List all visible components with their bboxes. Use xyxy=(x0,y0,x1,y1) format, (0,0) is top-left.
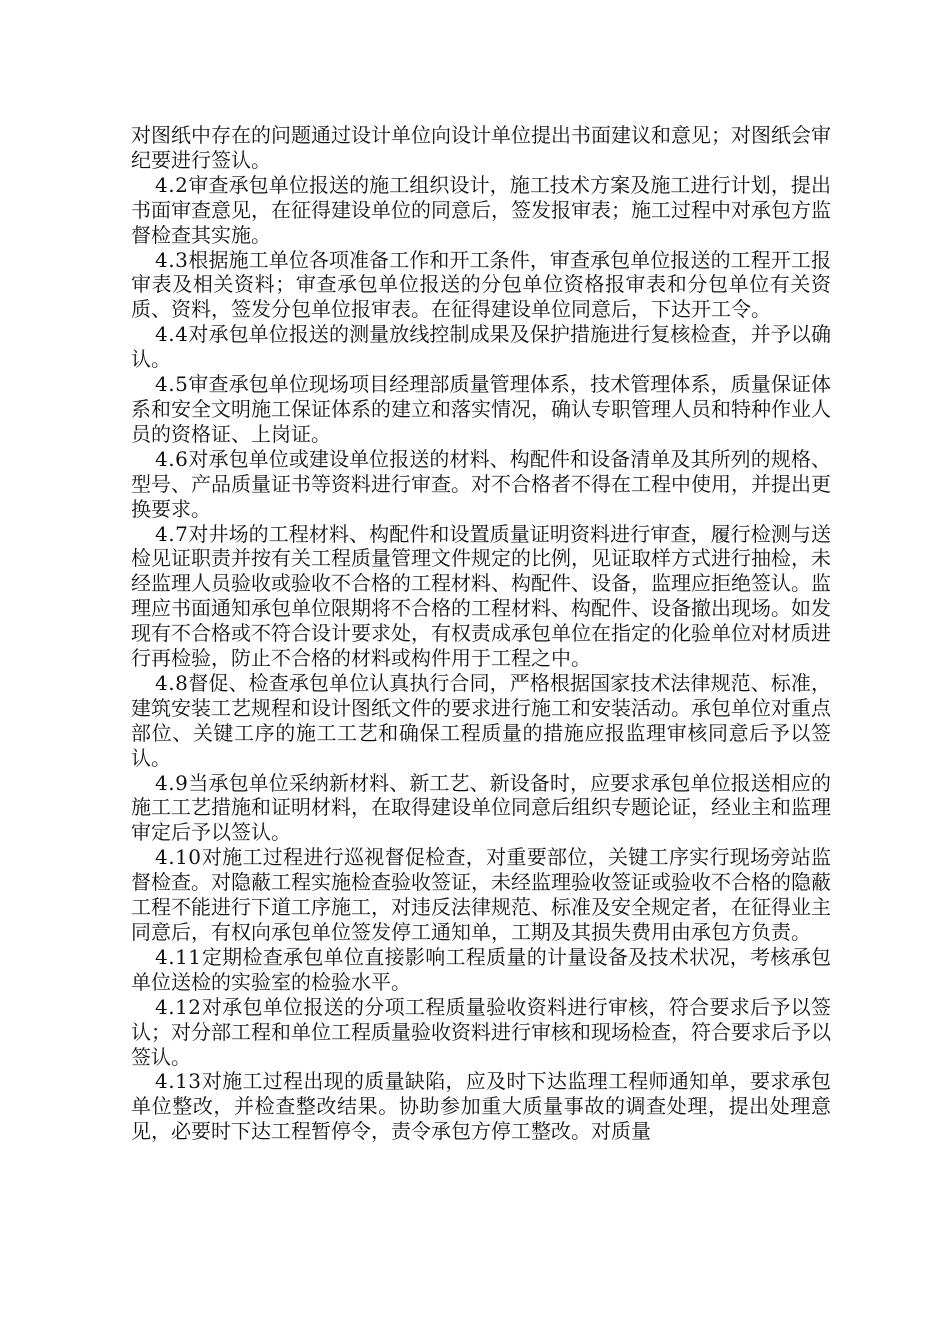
paragraph-number: 4.2 xyxy=(155,172,189,197)
paragraph-4-13 xyxy=(131,1069,831,1144)
paragraph-number: 4.11 xyxy=(155,944,202,969)
paragraph-4-3 xyxy=(131,248,831,323)
paragraph-4-7 xyxy=(131,522,831,671)
paragraph-number: 4.3 xyxy=(155,247,189,272)
paragraph-4-10 xyxy=(131,845,831,945)
paragraph-4-6 xyxy=(131,447,831,522)
paragraph-continuation xyxy=(131,123,831,173)
paragraph-text: 对图纸中存在的问题通过设计单位向设计单位提出书面建议和意见；对图纸会审纪要进行签认。 xyxy=(131,123,831,172)
document-body xyxy=(131,123,831,1144)
paragraph-number: 4.6 xyxy=(155,446,189,471)
paragraph-4-11 xyxy=(131,945,831,995)
paragraph-text: 审查承包单位报送的施工组织设计，施工技术方案及施工进行计划，提出书面审查意见，在征得建设单位的同意后，签发报审表；施工过程中对承包方监督检查其实施。 xyxy=(131,172,831,247)
paragraph-4-8 xyxy=(131,671,831,771)
paragraph-text: 对承包单位报送的分项工程质量验收资料进行审核，符合要求后予以签认；对分部工程和单位工程质量验收资料进行审核和现场检查，符合要求后予以签认。 xyxy=(131,994,831,1069)
paragraph-text: 对承包单位报送的测量放线控制成果及保护措施进行复核检查，并予以确认。 xyxy=(131,322,831,372)
paragraph-number: 4.9 xyxy=(155,770,189,795)
paragraph-number: 4.4 xyxy=(155,322,189,347)
paragraph-text: 对施工过程出现的质量缺陷，应及时下达监理工程师通知单，要求承包单位整改，并检查整改结果。协助参加重大质量事故的调查处理，提出处理意见，必要时下达工程暂停令，责令承包方停工整改。对质量 xyxy=(131,1069,831,1144)
paragraph-4-12 xyxy=(131,995,831,1070)
paragraph-text: 定期检查承包单位直接影响工程质量的计量设备及技术状况，考核承包单位送检的实验室的检验水平。 xyxy=(131,944,831,994)
paragraph-number: 4.5 xyxy=(155,372,189,397)
paragraph-4-9 xyxy=(131,771,831,846)
paragraph-text: 根据施工单位各项准备工作和开工条件，审查承包单位报送的工程开工报审表及相关资料；审查承包单位报送的分包单位资格报审表和分包单位有关资质、资料，签发分包单位报审表。在征得建设单位同意后，下达开工令。 xyxy=(131,247,831,322)
paragraph-number: 4.13 xyxy=(155,1069,202,1094)
paragraph-4-4 xyxy=(131,322,831,372)
paragraph-number: 4.8 xyxy=(155,670,189,695)
paragraph-number: 4.7 xyxy=(155,521,189,546)
paragraph-number: 4.12 xyxy=(155,994,202,1019)
paragraph-4-5 xyxy=(131,372,831,447)
paragraph-number: 4.10 xyxy=(155,845,202,870)
paragraph-text: 对承包单位或建设单位报送的材料、构配件和设备清单及其所列的规格、型号、产品质量证书等资料进行审查。对不合格者不得在工程中使用，并提出更换要求。 xyxy=(131,446,831,521)
paragraph-text: 督促、检查承包单位认真执行合同，严格根据国家技术法律规范、标准，建筑安装工艺规程和设计图纸文件的要求进行施工和安装活动。承包单位对重点部位、关键工序的施工工艺和确保工程质量的措施应报监理审核同意后予以签认。 xyxy=(131,670,831,770)
paragraph-4-2 xyxy=(131,173,831,248)
paragraph-text: 对施工过程进行巡视督促检查，对重要部位，关键工序实行现场旁站监督检查。对隐蔽工程实施检查验收签证，未经监理验收签证或验收不合格的隐蔽工程不能进行下道工序施工，对违反法律规范、标准及安全规定者，在征得业主同意后，有权向承包单位签发停工通知单，工期及其损失费用由承包方负责。 xyxy=(131,845,831,944)
paragraph-text: 当承包单位采纳新材料、新工艺、新设备时，应要求承包单位报送相应的施工工艺措施和证明材料，在取得建设单位同意后组织专题论证，经业主和监理审定后予以签认。 xyxy=(131,770,831,845)
paragraph-text: 审查承包单位现场项目经理部质量管理体系，技术管理体系，质量保证体系和安全文明施工保证体系的建立和落实情况，确认专职管理人员和特种作业人员的资格证、上岗证。 xyxy=(131,372,831,446)
paragraph-text: 对井场的工程材料、构配件和设置质量证明资料进行审查，履行检测与送检见证职责并按有关工程质量管理文件规定的比例，见证取样方式进行抽检，未经监理人员验收或验收不合格的工程材料、构配件、设备，监理应拒绝签认。监理应书面通知承包单位限期将不合格的工程材料、构配件、设备撤出现场。如发现有不合格或不符合设计要求处，有权责成承包单位在指定的化验单位对材质进行再检验，防止不合格的材料或构件用于工程之中。 xyxy=(131,521,831,671)
